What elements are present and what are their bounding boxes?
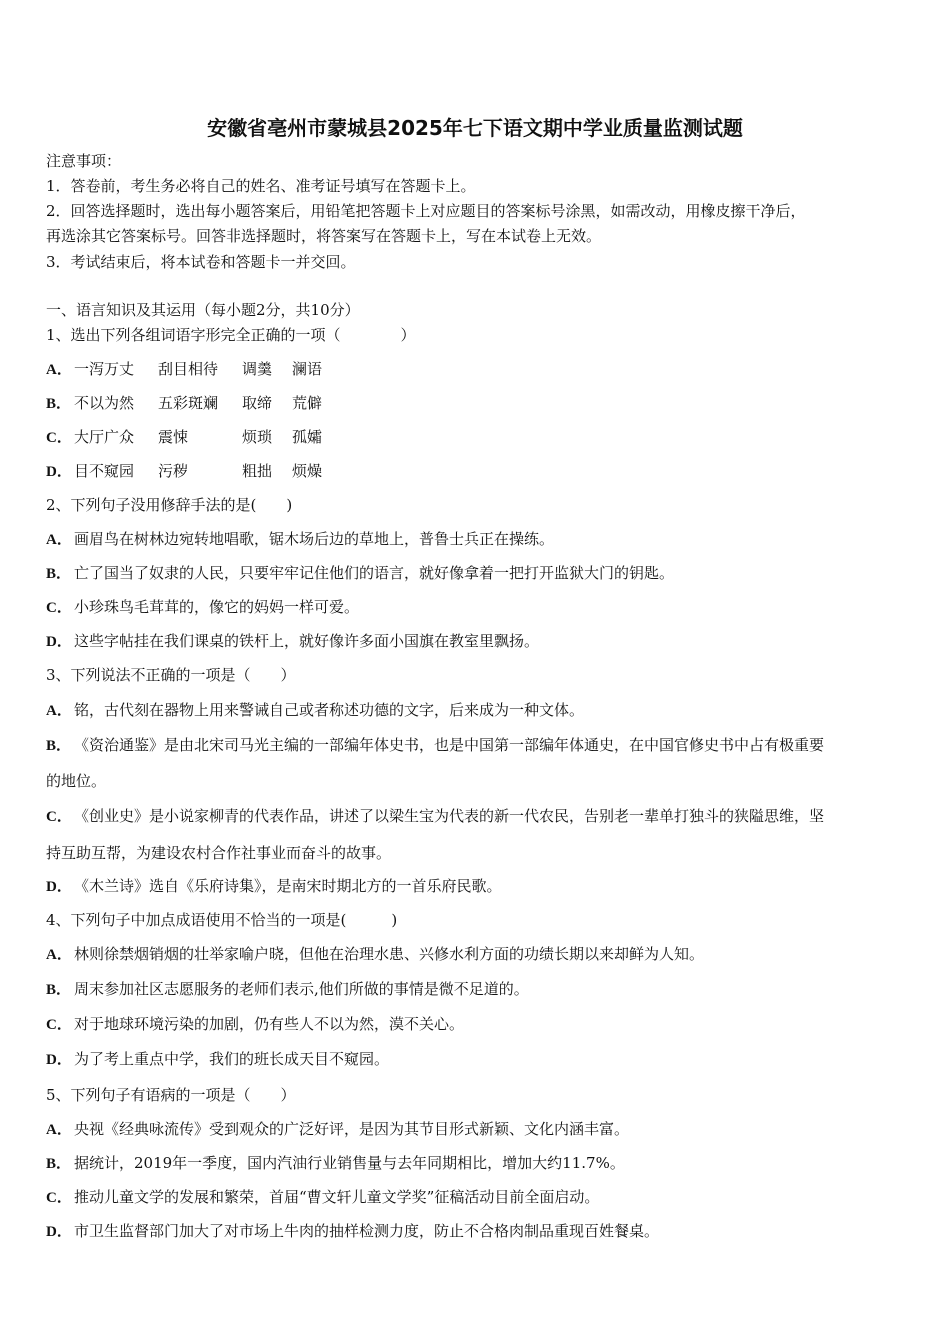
question-3-option-b [46, 735, 908, 756]
question-4-option-a [46, 944, 908, 965]
option-text: 市卫生监督部门加大了对市场上牛肉的抽样检测力度，防止不合格肉制品重现百姓餐桌。 [74, 1222, 660, 1240]
option-letter: A． [46, 1122, 72, 1138]
option-letter: A． [46, 362, 72, 378]
option-term: 一泻万丈 [74, 360, 135, 378]
option-text: 为了考上重点中学，我们的班长成天目不窥园。 [74, 1050, 390, 1068]
option-text: 《创业史》是小说家柳青的代表作品，讲述了以梁生宝为代表的新一代农民，告别老一辈单打独斗的狭隘思维，坚 [74, 807, 825, 825]
option-term: 粗拙 [242, 462, 273, 480]
option-letter: B． [46, 982, 72, 998]
option-term: 荒僻 [292, 394, 323, 412]
option-letter: A． [46, 947, 72, 963]
option-text: 《资治通鉴》是由北宋司马光主编的一部编年体史书，也是中国第一部编年体通史，在中国官修史书中占有极重要 [74, 736, 825, 754]
question-3-option-c [46, 806, 908, 827]
option-term: 不以为然 [74, 394, 135, 412]
option-text: 推动儿童文学的发展和繁荣，首届“曹文轩儿童文学奖”征稿活动目前全面启动。 [74, 1188, 600, 1206]
option-text: 据统计，2019年一季度，国内汽油行业销售量与去年同期相比，增加大约11.7%。 [74, 1154, 625, 1172]
option-letter: C． [46, 809, 72, 825]
option-text: 《木兰诗》选自《乐府诗集》，是南宋时期北方的一首乐府民歌。 [74, 877, 502, 895]
question-2-option-a [46, 529, 908, 550]
question-5-stem: 5、下列句子有语病的一项是（ ） [46, 1086, 296, 1104]
question-1-option-a [46, 359, 908, 380]
option-letter: D． [46, 879, 72, 895]
question-2-option-b [46, 563, 908, 584]
notice-item: 2．回答选择题时，选出每小题答案后，用铅笔把答题卡上对应题目的答案标号涂黑，如需改动，用橡皮擦干净后， [46, 202, 806, 220]
question-2-stem: 2、下列句子没用修辞手法的是( ) [46, 496, 293, 514]
option-letter: B． [46, 566, 72, 582]
notice-item: 1．答卷前，考生务必将自己的姓名、准考证号填写在答题卡上。 [46, 177, 476, 195]
option-text: 画眉鸟在树林边宛转地唱歌，锯木场后边的草地上，普鲁士兵正在操练。 [74, 530, 555, 548]
option-letter: D． [46, 634, 72, 650]
option-term: 烦燥 [292, 462, 323, 480]
option-text: 这些字帖挂在我们课桌的铁杆上，就好像许多面小国旗在教室里飘扬。 [74, 632, 540, 650]
option-letter: B． [46, 1156, 72, 1172]
option-text: 小珍珠鸟毛茸茸的，像它的妈妈一样可爱。 [74, 598, 360, 616]
question-4-option-d [46, 1049, 908, 1070]
option-term: 污秽 [158, 462, 189, 480]
question-1-option-c [46, 427, 908, 448]
notice-item: 3．考试结束后，将本试卷和答题卡一并交回。 [46, 253, 356, 271]
question-5-option-c [46, 1187, 908, 1208]
option-text: 对于地球环境污染的加剧，仍有些人不以为然，漠不关心。 [74, 1015, 465, 1033]
notice-item: 再选涂其它答案标号。回答非选择题时，将答案写在答题卡上，写在本试卷上无效。 [46, 227, 602, 245]
option-text: 央视《经典咏流传》受到观众的广泛好评，是因为其节目形式新颖、文化内涵丰富。 [74, 1120, 630, 1138]
option-term: 大厅广众 [74, 428, 135, 446]
option-term: 目不窥园 [74, 462, 135, 480]
option-letter: C． [46, 600, 72, 616]
option-letter: C． [46, 1017, 72, 1033]
option-text: 周末参加社区志愿服务的老师们表示,他们所做的事情是微不足道的。 [74, 980, 529, 998]
option-term: 震悚 [158, 428, 189, 446]
question-3-option-b-cont: 的地位。 [46, 772, 107, 790]
option-term: 取缔 [242, 394, 273, 412]
question-2-option-c [46, 597, 908, 618]
question-5-option-d [46, 1221, 908, 1242]
question-1-stem: 1、选出下列各组词语字形完全正确的一项（ ） [46, 326, 416, 344]
question-1-option-b [46, 393, 908, 414]
option-term: 刮目相待 [158, 360, 219, 378]
option-letter: A． [46, 532, 72, 548]
question-4-option-c [46, 1014, 908, 1035]
option-text: 林则徐禁烟销烟的壮举家喻户晓，但他在治理水患、兴修水利方面的功绩长期以来却鲜为人知。 [74, 945, 705, 963]
option-letter: D． [46, 1224, 72, 1240]
option-term: 孤孀 [292, 428, 323, 446]
question-2-option-d [46, 631, 908, 652]
option-letter: B． [46, 396, 72, 412]
option-letter: C． [46, 1190, 72, 1206]
question-3-option-d [46, 876, 908, 897]
option-letter: A． [46, 703, 72, 719]
question-3-stem: 3、下列说法不正确的一项是（ ） [46, 666, 296, 684]
option-text: 亡了国当了奴隶的人民，只要牢牢记住他们的语言，就好像拿着一把打开监狱大门的钥匙。 [74, 564, 675, 582]
page-title: 安徽省亳州市蒙城县2025年七下语文期中学业质量监测试题 [207, 116, 743, 140]
question-3-option-c-cont: 持互助互帮，为建设农村合作社事业而奋斗的故事。 [46, 844, 392, 862]
question-4-option-b [46, 979, 908, 1000]
option-term: 烦琐 [242, 428, 273, 446]
option-term: 调羹 [242, 360, 273, 378]
question-1-option-d [46, 461, 908, 482]
option-text: 铭，古代刻在器物上用来警诫自己或者称述功德的文字，后来成为一种文体。 [74, 701, 585, 719]
question-4-stem: 4、下列句子中加点成语使用不恰当的一项是( ) [46, 911, 398, 929]
option-letter: D． [46, 1052, 72, 1068]
section-heading: 一、语言知识及其运用（每小题2分，共10分） [46, 301, 360, 319]
question-5-option-b [46, 1153, 908, 1174]
option-term: 澜语 [292, 360, 323, 378]
option-letter: C． [46, 430, 72, 446]
question-5-option-a [46, 1119, 908, 1140]
question-3-option-a [46, 700, 908, 721]
option-letter: B． [46, 738, 72, 754]
option-term: 五彩斑斓 [158, 394, 219, 412]
notice-heading: 注意事项： [46, 152, 122, 170]
option-letter: D． [46, 464, 72, 480]
